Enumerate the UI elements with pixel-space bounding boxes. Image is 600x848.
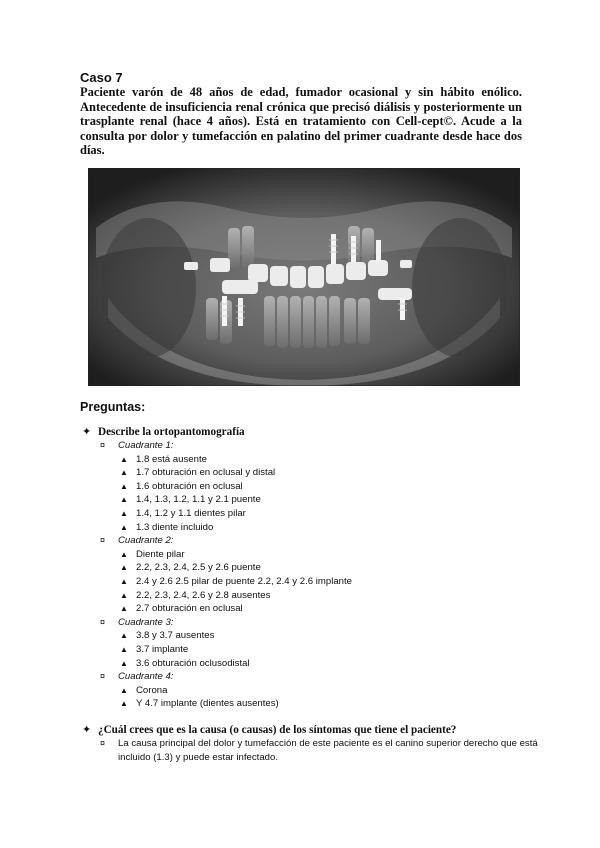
quadrant-label: Cuadrante 1: (118, 440, 174, 451)
caret-triangle-icon: ▲ (120, 495, 128, 505)
list-item: ▲ 3.8 y 3.7 ausentes (120, 630, 215, 642)
quadrant-label: Cuadrante 3: (118, 616, 174, 628)
caret-triangle-icon: ▲ (120, 481, 128, 491)
caret-triangle-icon: ▲ (120, 699, 128, 709)
question-title: Describe la ortopantomografía (98, 426, 245, 438)
quadrant-item (98, 616, 540, 670)
list-item: ▲ Corona (120, 684, 168, 696)
caret-triangle-icon: ▲ (120, 508, 128, 518)
list-item: ▲ Y 4.7 implante (dientes ausentes) (120, 698, 279, 710)
list-item: ▲ 3.7 implante (120, 643, 189, 655)
case-title: Caso 7 (80, 70, 123, 85)
quadrant-item (98, 439, 540, 534)
questions-outline (80, 425, 540, 766)
list-item: ▲ 1.4, 1.3, 1.2, 1.1 y 2.1 puente (120, 494, 261, 506)
list-item: ▲ 2.2, 2.3, 2.4, 2.5 y 2.6 puente (120, 562, 261, 574)
caret-triangle-icon: ▲ (120, 685, 128, 695)
four-point-star-icon: ✦ (82, 426, 92, 438)
quadrant-label: Cuadrante 2: (118, 535, 174, 547)
caret-triangle-icon: ▲ (120, 590, 128, 600)
quadrant-item (98, 670, 540, 711)
four-point-star-icon: ✦ (82, 723, 92, 736)
caret-triangle-icon: ▲ (120, 604, 128, 614)
question-title: ¿Cuál crees que es la causa (o causas) de los síntomas que tiene el paciente? (98, 723, 457, 736)
caret-triangle-icon: ▲ (120, 549, 128, 559)
caret-triangle-icon: ▲ (120, 576, 128, 586)
list-item: ▲ Diente pilar (120, 548, 185, 560)
list-item: ▲ 3.6 obturación oclusodistal (120, 657, 250, 669)
currency-sign-icon: ¤ (100, 440, 106, 450)
caret-triangle-icon: ▲ (120, 644, 128, 654)
list-item: ▲ 2.7 obturación en oclusal (120, 603, 243, 615)
list-item: ▲ 1.6 obturación en oclusal (120, 480, 243, 492)
caret-triangle-icon: ▲ (120, 468, 128, 478)
list-item: ▲ 1.8 está ausente (120, 453, 207, 465)
list-item: ▲ 2.4 y 2.6 2.5 pilar de puente 2.2, 2.4 y 2.6 implante (120, 575, 353, 587)
list-item: ▲ 1.7 obturación en oclusal y distal (120, 467, 276, 479)
quadrant-label: Cuadrante 4: (118, 671, 174, 683)
caret-triangle-icon: ▲ (120, 522, 128, 532)
list-item: ▲ 1.4, 1.2 y 1.1 dientes pilar (120, 507, 246, 519)
caret-triangle-icon: ▲ (120, 563, 128, 573)
list-item: ▲ 1.3 diente incluido (120, 521, 214, 533)
question-item (80, 425, 540, 711)
currency-sign-icon: ¤ (100, 616, 106, 627)
answer-text: La causa principal del dolor y tumefacción de este paciente es el canino superior derecho que está incluido (1.3) y puede estar infectado. (118, 737, 538, 764)
question-item (80, 723, 540, 766)
caret-triangle-icon: ▲ (120, 454, 128, 464)
currency-sign-icon: ¤ (100, 535, 106, 546)
currency-sign-icon: ¤ (100, 737, 106, 748)
case-intro: Paciente varón de 48 años de edad, fumador ocasional y sin hábito enólico. Antecedente de insuficiencia renal crónica que precisó diálisis y posteriormente un trasplante renal (hace 4 años). Está en tratamiento con Cell-cept©. Acude a la consulta por dolor y tumefacción en palatino del primer cuadrante desde hace dos días. (80, 85, 522, 158)
panoramic-xray-image (88, 168, 520, 386)
caret-triangle-icon: ▲ (120, 631, 128, 641)
questions-title: Preguntas: (80, 400, 146, 414)
list-item: ▲ 2.2, 2.3, 2.4, 2.6 y 2.8 ausentes (120, 589, 271, 601)
answer-item (98, 737, 540, 766)
caret-triangle-icon: ▲ (120, 658, 128, 668)
quadrant-item (98, 534, 540, 616)
currency-sign-icon: ¤ (100, 671, 106, 682)
